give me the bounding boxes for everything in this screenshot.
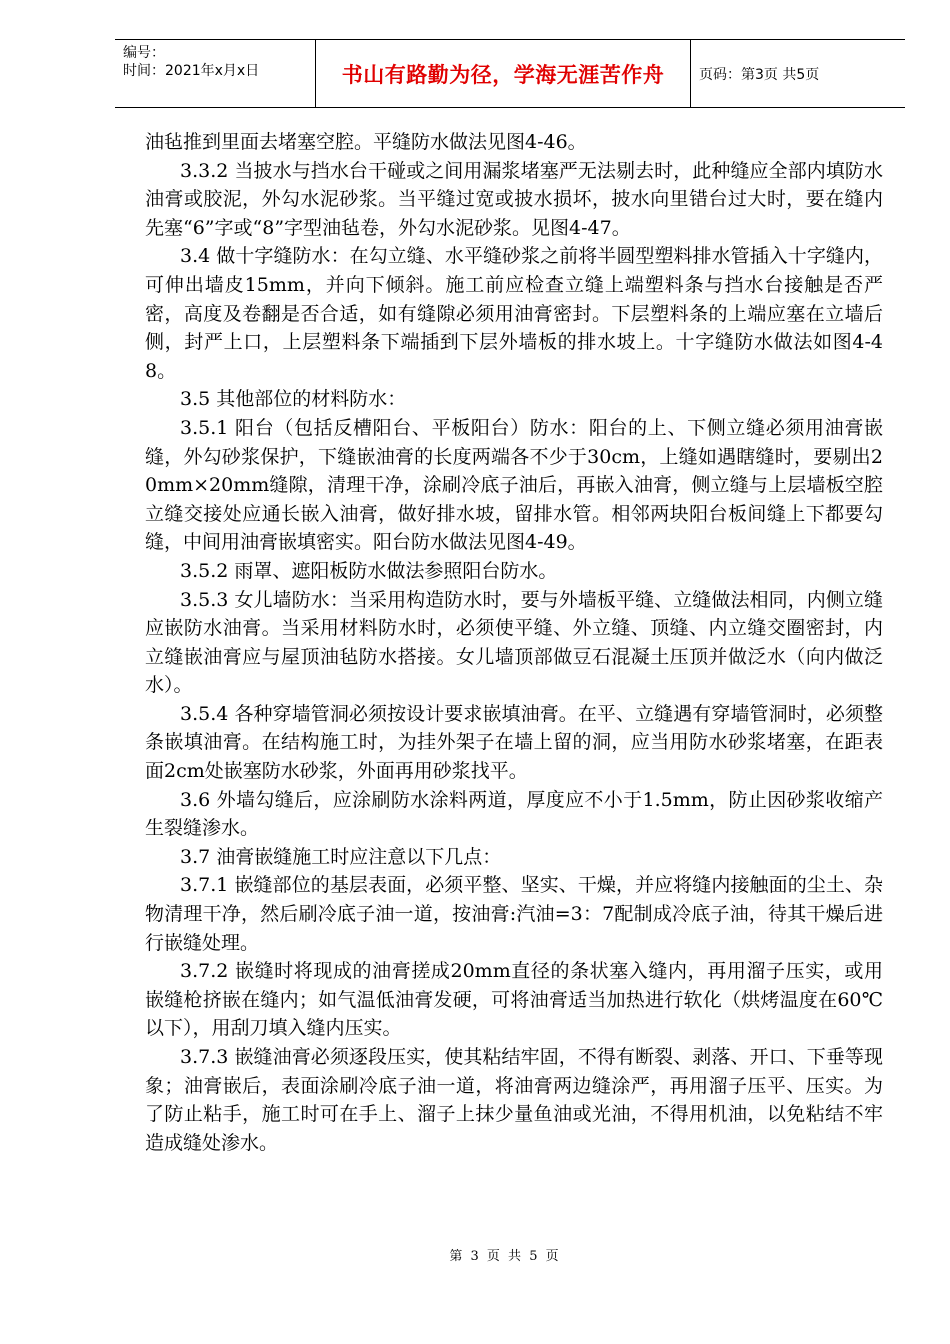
paragraph: 3.3.2 当披水与挡水台干碰或之间用漏浆堵塞严无法剔去时，此种缝应全部内填防水油膏或胶泥，外勾水泥砂浆。当平缝过宽或披水损坏，披水向里错台过大时，要在缝内先塞“6”字或“8”字型油毡卷，外勾水泥砂浆。见图4-47。 xyxy=(145,159,883,239)
page-footer: 第 3 页 共 5 页 xyxy=(449,1249,561,1264)
paragraph: 3.5.3 女儿墙防水：当采用构造防水时，要与外墙板平缝、立缝做法相同，内侧立缝应嵌防水油膏。当采用材料防水时，必须使平缝、外立缝、顶缝、内立缝交圈密封，内立缝嵌油膏应与屋顶油毡防水搭接。女儿墙顶部做豆石混凝土压顶并做泛水（向内做泛水）。 xyxy=(145,588,883,697)
header-motto: 书山有路勤为径，学海无涯苦作舟 xyxy=(315,40,691,107)
document-time-label: 时间：2021年x月x日 xyxy=(123,63,260,79)
paragraph: 3.4 做十字缝防水：在勾立缝、水平缝砂浆之前将半圆型塑料排水管插入十字缝内，可伸出墙皮15mm，并向下倾斜。施工前应检查立缝上端塑料条与挡水台接触是否严密，高度及卷翻是否合适，如有缝隙必须用油膏密封。下层塑料条的上端应塞在立墙后侧，封严上口，上层塑料条下端插到下层外墙板的排水坡上。十字缝防水做法如图4-48。 xyxy=(145,245,883,382)
paragraph: 3.5 其他部位的材料防水： xyxy=(180,388,407,411)
page-header xyxy=(115,39,905,108)
paragraph: 油毡推到里面去堵塞空腔。平缝防水做法见图4-46。 xyxy=(145,131,587,153)
header-page-label: 页码：第3页 共5页 xyxy=(699,66,820,83)
paragraph: 3.7.2 嵌缝时将现成的油膏搓成20mm直径的条状塞入缝内，再用溜子压实，或用嵌缝枪挤嵌在缝内；如气温低油膏发硬，可将油膏适当加热进行软化（烘烤温度在60℃以下），用刮刀填入缝内压实。 xyxy=(145,960,883,1040)
paragraph: 3.6 外墙勾缝后，应涂刷防水涂料两道，厚度应不小于1.5mm，防止因砂浆收缩产生裂缝渗水。 xyxy=(145,788,883,840)
paragraph: 3.7 油膏嵌缝施工时应注意以下几点： xyxy=(180,845,502,868)
paragraph: 3.5.1 阳台（包括反槽阳台、平板阳台）防水：阳台的上、下侧立缝必须用油膏嵌缝，外勾砂浆保护，下缝嵌油膏的长度两端各不少于30cm，上缝如遇瞎缝时，要剔出20mm×20mm缝隙，清理干净，涂刷冷底子油后，再嵌入油膏，侧立缝与上层墙板空腔立缝交接处应通长嵌入油膏，做好排水坡，留排水管。相邻两块阳台板间缝上下都要勾缝，中间用油膏嵌填密实。阳台防水做法见图4-49。 xyxy=(145,416,883,554)
document-number-label: 编号： xyxy=(123,45,165,61)
document-body xyxy=(145,128,883,1157)
paragraph: 3.7.1 嵌缝部位的基层表面，必须平整、坚实、干燥，并应将缝内接触面的尘土、杂物清理干净，然后刷冷底子油一道，按油膏:汽油=3：7配制成冷底子油，待其干燥后进行嵌缝处理。 xyxy=(145,874,883,954)
paragraph: 3.5.2 雨罩、遮阳板防水做法参照阳台防水。 xyxy=(180,559,558,582)
paragraph: 3.5.4 各种穿墙管洞必须按设计要求嵌填油膏。在平、立缝遇有穿墙管洞时，必须整条嵌填油膏。在结构施工时，为挂外架子在墙上留的洞，应当用防水砂浆堵塞，在距表面2cm处嵌塞防水砂浆，外面再用砂浆找平。 xyxy=(145,702,883,783)
header-meta xyxy=(115,40,315,107)
paragraph: 3.7.3 嵌缝油膏必须逐段压实，使其粘结牢固，不得有断裂、剥落、开口、下垂等现象；油膏嵌后，表面涂刷冷底子油一道，将油膏两边缝涂严，再用溜子压平、压实。为了防止粘手，施工时可在手上、溜子上抹少量鱼油或光油，不得用机油，以免粘结不牢造成缝处渗水。 xyxy=(145,1046,883,1154)
